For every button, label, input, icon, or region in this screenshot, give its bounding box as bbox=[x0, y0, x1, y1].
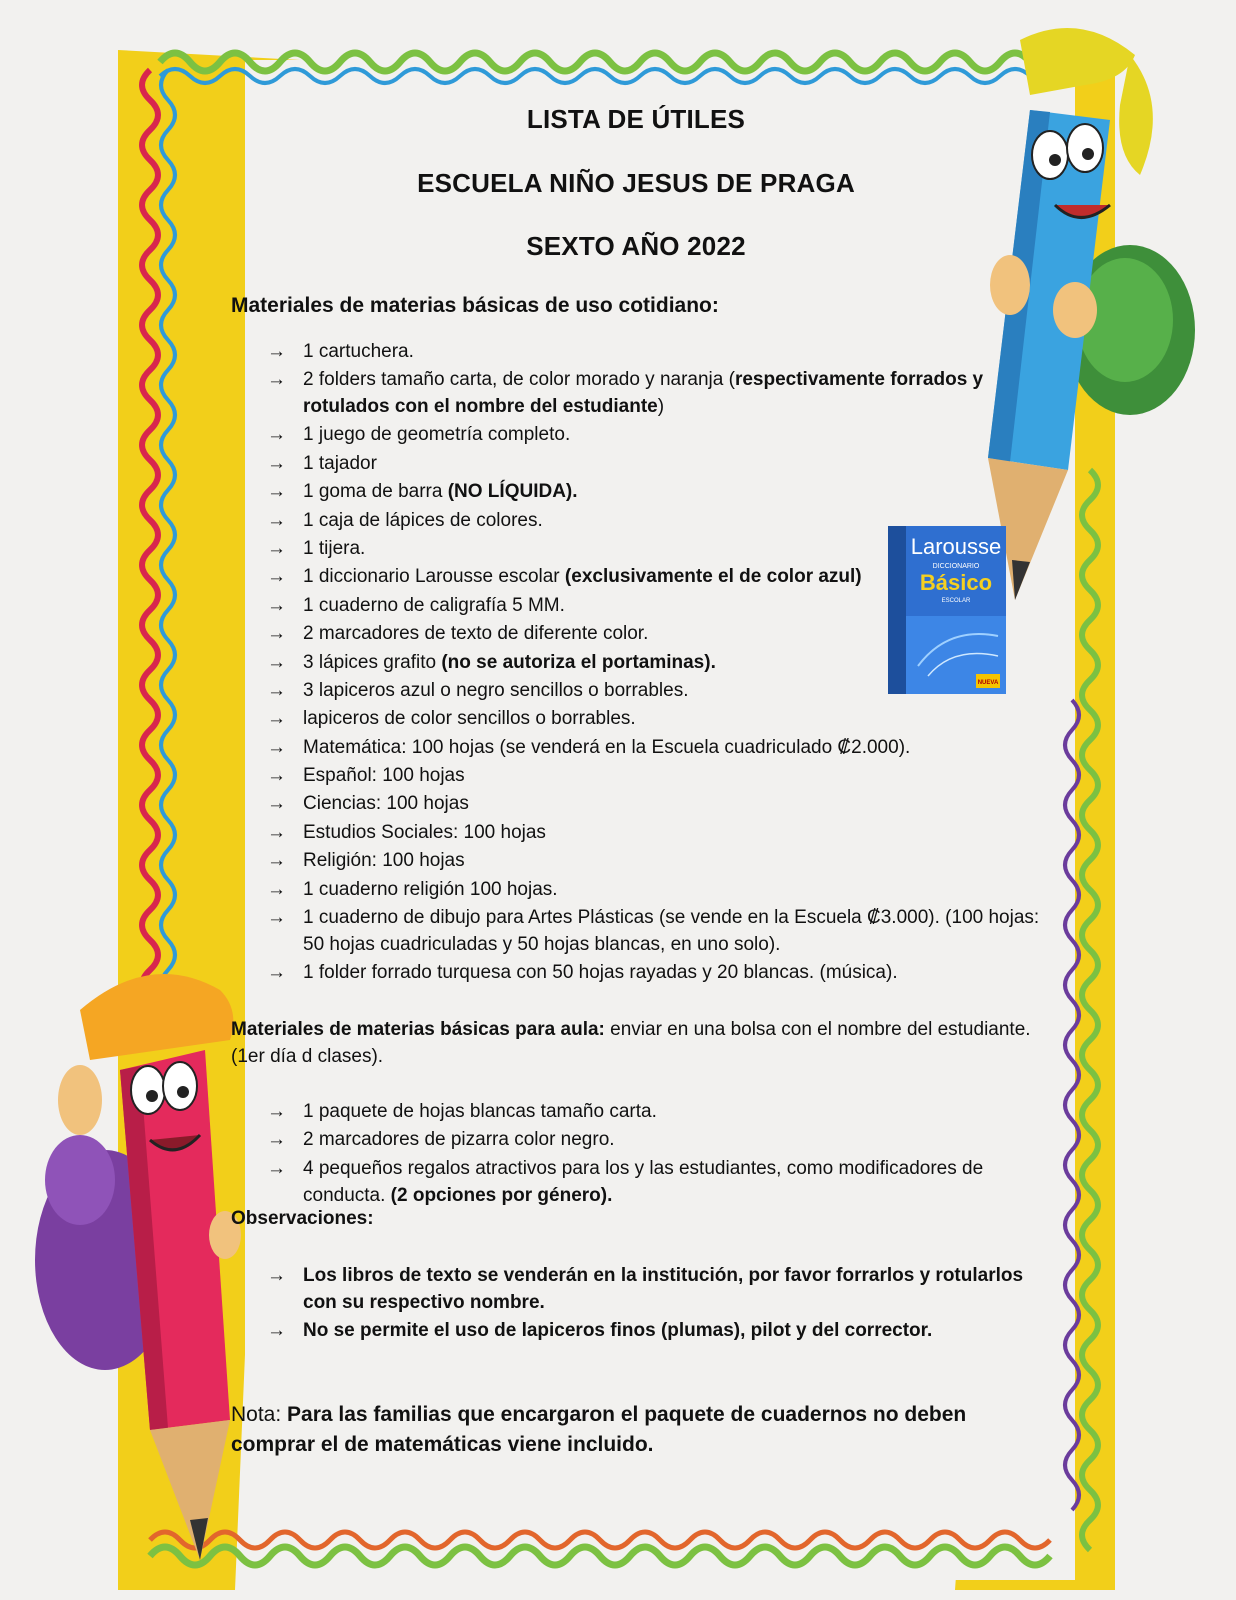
list-item: → 1 cuaderno de dibujo para Artes Plásticas (se vende en la Escuela ₡3.000). (100 hojas: 50 hojas cuadriculadas y 50 hojas blancas, en uno solo). bbox=[231, 904, 1041, 959]
list-item: → 1 tijera. bbox=[231, 535, 1041, 563]
arrow-icon: → bbox=[267, 1265, 286, 1286]
arrow-icon: → bbox=[267, 341, 286, 362]
list-item: → 4 pequeños regalos atractivos para los y las estudiantes, como modificadores de conducta. (2 opciones por género). bbox=[231, 1155, 1041, 1210]
arrow-icon: → bbox=[267, 878, 286, 900]
arrow-icon: → bbox=[267, 765, 286, 787]
arrow-icon: → bbox=[267, 850, 286, 872]
grade-year: SEXTO AÑO 2022 bbox=[526, 231, 746, 261]
observaciones-list bbox=[231, 1262, 1041, 1345]
arrow-icon: → bbox=[267, 962, 286, 984]
arrow-icon: → bbox=[267, 679, 286, 701]
arrow-icon: → bbox=[267, 623, 286, 645]
larousse-dictionary-image bbox=[888, 526, 1006, 694]
list-item: → 1 cuaderno de caligrafía 5 MM. bbox=[231, 592, 1041, 620]
arrow-icon: → bbox=[267, 736, 286, 758]
list-item: → 2 marcadores de pizarra color negro. bbox=[231, 1126, 1041, 1154]
book-badge: NUEVA bbox=[977, 680, 999, 686]
list-item: → Estudios Sociales: 100 hojas bbox=[231, 819, 1041, 847]
list-item: → 1 tajador bbox=[231, 450, 1041, 478]
page-title: LISTA DE ÚTILES bbox=[526, 104, 746, 134]
list-item: → 1 caja de lápices de colores. bbox=[231, 507, 1041, 535]
list-item: → Ciencias: 100 hojas bbox=[231, 790, 1041, 818]
list-item: → Español: 100 hojas bbox=[231, 762, 1041, 790]
arrow-icon: → bbox=[267, 1101, 286, 1122]
list-item: → 1 juego de geometría completo. bbox=[231, 421, 1041, 449]
arrow-icon: → bbox=[267, 481, 286, 503]
school-name: ESCUELA NIÑO JESUS DE PRAGA bbox=[417, 168, 855, 198]
section2-list bbox=[231, 1098, 1041, 1210]
section1-heading: Materiales de materias básicas de uso cotidiano: bbox=[231, 294, 719, 317]
note: Nota: Para las familias que encargaron el paquete de cuadernos no deben comprar el de matemáticas viene incluido. bbox=[231, 1403, 967, 1456]
list-item: → 1 cuaderno religión 100 hojas. bbox=[231, 876, 1041, 904]
arrow-icon: → bbox=[267, 566, 286, 588]
section2-heading: Materiales de materias básicas para aula: enviar en una bolsa con el nombre del estudiante. (1er día d clases). bbox=[231, 1019, 1031, 1067]
arrow-icon: → bbox=[267, 594, 286, 616]
list-item: → 3 lapiceros azul o negro sencillos o borrables. bbox=[231, 677, 1041, 705]
arrow-icon: → bbox=[267, 537, 286, 559]
arrow-icon: → bbox=[267, 821, 286, 843]
list-item: → 1 diccionario Larousse escolar (exclusivamente el de color azul) bbox=[231, 563, 1041, 591]
list-item: → 1 paquete de hojas blancas tamaño carta. bbox=[231, 1098, 1041, 1126]
list-item: → 2 folders tamaño carta, de color morado y naranja (respectivamente forrados y rotulados con el nombre del estudiante) bbox=[231, 366, 1041, 421]
list-item: → Matemática: 100 hojas (se venderá en la Escuela cuadriculado ₡2.000). bbox=[231, 734, 1041, 762]
book-brand: Larousse bbox=[910, 534, 1002, 559]
list-item: → 1 cartuchera. bbox=[231, 338, 1041, 366]
list-item: → 1 folder forrado turquesa con 50 hojas rayadas y 20 blancas. (música). bbox=[231, 959, 1041, 987]
arrow-icon: → bbox=[267, 1157, 286, 1179]
arrow-icon: → bbox=[267, 708, 286, 730]
arrow-icon: → bbox=[267, 369, 286, 391]
arrow-icon: → bbox=[267, 424, 286, 446]
arrow-icon: → bbox=[267, 651, 286, 673]
book-title: Básico bbox=[919, 570, 993, 595]
observaciones-label: Observaciones: bbox=[231, 1208, 374, 1229]
arrow-icon: → bbox=[267, 1320, 286, 1341]
list-item: → Religión: 100 hojas bbox=[231, 847, 1041, 875]
list-item: → 3 lápices grafito (no se autoriza el portaminas). bbox=[231, 649, 1041, 677]
list-item: → Los libros de texto se venderán en la institución, por favor forrarlos y rotularlos con su respectivo nombre. bbox=[231, 1262, 1041, 1317]
arrow-icon: → bbox=[267, 509, 286, 531]
arrow-icon: → bbox=[267, 1129, 286, 1151]
arrow-icon: → bbox=[267, 907, 286, 929]
book-subtitle: DICCIONARIO bbox=[932, 563, 980, 570]
list-item: → 1 goma de barra (NO LÍQUIDA). bbox=[231, 478, 1041, 506]
list-item: → No se permite el uso de lapiceros finos (plumas), pilot y del corrector. bbox=[231, 1317, 1041, 1345]
list-item: → 2 marcadores de texto de diferente color. bbox=[231, 620, 1041, 648]
list-item: → lapiceros de color sencillos o borrables. bbox=[231, 705, 1041, 733]
arrow-icon: → bbox=[267, 793, 286, 815]
book-tag: ESCOLAR bbox=[941, 598, 971, 604]
arrow-icon: → bbox=[267, 452, 286, 474]
